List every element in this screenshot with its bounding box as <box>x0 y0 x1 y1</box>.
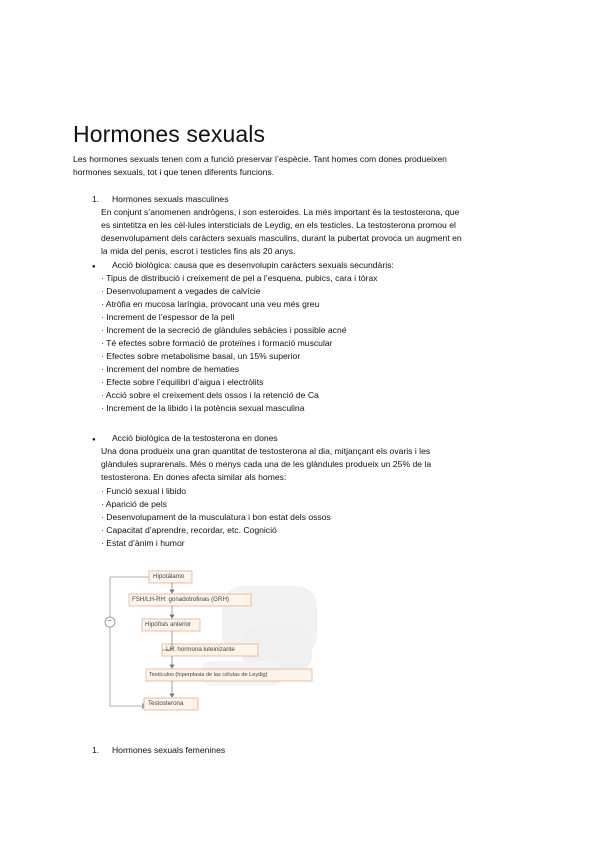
feedback-symbol: − <box>107 616 112 625</box>
bullet-icon: ● <box>92 437 96 443</box>
diagram-label: LH: hormona luteinizante <box>166 646 235 653</box>
list-item: · Funció sexual i libido <box>101 486 187 496</box>
diagram-label: Hipófisis anterior <box>145 621 192 628</box>
intro-paragraph <box>73 153 447 179</box>
arrow-head <box>170 694 174 697</box>
list-item: · Estat d’ànim i humor <box>101 538 185 548</box>
paragraph-line: En conjunt s’anomenen andrògens, i son esteroides. La més important és la testosterona, que <box>101 207 460 217</box>
bullet-icon: ● <box>92 264 96 270</box>
list-item: · Aparició de pels <box>101 499 167 509</box>
hormone-axis-diagram <box>102 566 324 718</box>
list-item: · Efectes sobre metabolisme basal, un 15% superior <box>101 351 301 361</box>
list-item: · Increment de la secreció de glàndules sebàcies i possible acné <box>101 325 347 335</box>
list-item: · Tipus de distribució i creixement de pel a l’esquena, pubics, cara i tòrax <box>101 273 378 283</box>
list-item: · Capacitat d’aprendre, recordar, etc. Cognició <box>101 525 277 535</box>
list-item: · Increment de l’espessor de la pell <box>101 312 235 322</box>
paragraph-line: la mida del penis, escrot i testicles fins als 20 anys. <box>101 246 296 256</box>
paragraph-line: glàndules suprarenals. Més o menys cada una de les glàndules produeix un 25% de la <box>101 459 432 469</box>
diagram-label: Hipotálamo <box>153 573 185 580</box>
diagram-graphic <box>102 566 324 718</box>
list-item: · Desenvolupament de la musculatura i bon estat dels ossos <box>101 512 331 522</box>
list-item: · Efecte sobre l’equilibri d’aigua i electròlits <box>101 377 264 387</box>
section-heading-male <box>92 193 229 206</box>
section-heading-female <box>92 744 225 757</box>
diagram-label: Testículos (hiperplasia de las células de Leydig) <box>149 672 268 678</box>
diagram-label: Testosterona <box>148 700 184 707</box>
bullet-heading: Acció biològica: causa que es desenvolupin caràcters sexuals secundàris: <box>111 260 394 270</box>
women-effects-list <box>101 485 331 550</box>
paragraph-line: es sintetitza en les cèl·lules intersticials de Leydig, en els testicles. La testosterona promou el <box>101 220 456 230</box>
intro-line: Les hormones sexuals tenen com a funció preservar l’espècie. Tant homes com dones produeixen <box>73 154 447 164</box>
paragraph-line: Una dona produeix una gran quantitat de testosterona al dia, mitjançant els ovaris i les <box>101 446 431 456</box>
list-item: · Té efectes sobre formació de proteïnes i formació muscular <box>101 338 333 348</box>
arrow-head <box>170 590 174 593</box>
list-item: · Acció sobre el creixement dels ossos i la retenció de Ca <box>101 390 319 400</box>
list-item: · Atròfia en mucosa laríngia, provocant una veu més greu <box>101 299 320 309</box>
list-number: 1. <box>92 745 100 755</box>
list-item: · Desenvolupament a vegades de calvície <box>101 286 261 296</box>
page-title: Hormones sexuals <box>73 121 266 147</box>
male-effects-list <box>101 272 378 415</box>
list-item: · Increment de la libido i la potència sexual masculina <box>101 403 305 413</box>
bullet-heading: Acció biològica de la testosterona en dones <box>111 433 278 443</box>
women-paragraph <box>101 445 431 484</box>
male-paragraph <box>101 206 462 258</box>
arrow-head <box>170 615 174 618</box>
section-title: Hormones sexuals masculines <box>111 194 229 204</box>
arrow-head <box>170 665 174 668</box>
paragraph-line: desenvolupament dels caràcters sexuals masculins, durant la pubertat provoca un augment en <box>101 233 462 243</box>
list-number: 1. <box>92 194 100 204</box>
list-item: · Increment del nombre de hematies <box>101 364 240 374</box>
intro-line: hormones sexuals, tot i que tenen diferents funcions. <box>73 167 275 177</box>
paragraph-line: testosterona. En dones afecta similar als homes: <box>101 472 287 482</box>
section-title: Hormones sexuals femenines <box>111 745 226 755</box>
diagram-label: FSH/LH-RH: gonadotrofinas (GRH) <box>132 596 229 603</box>
